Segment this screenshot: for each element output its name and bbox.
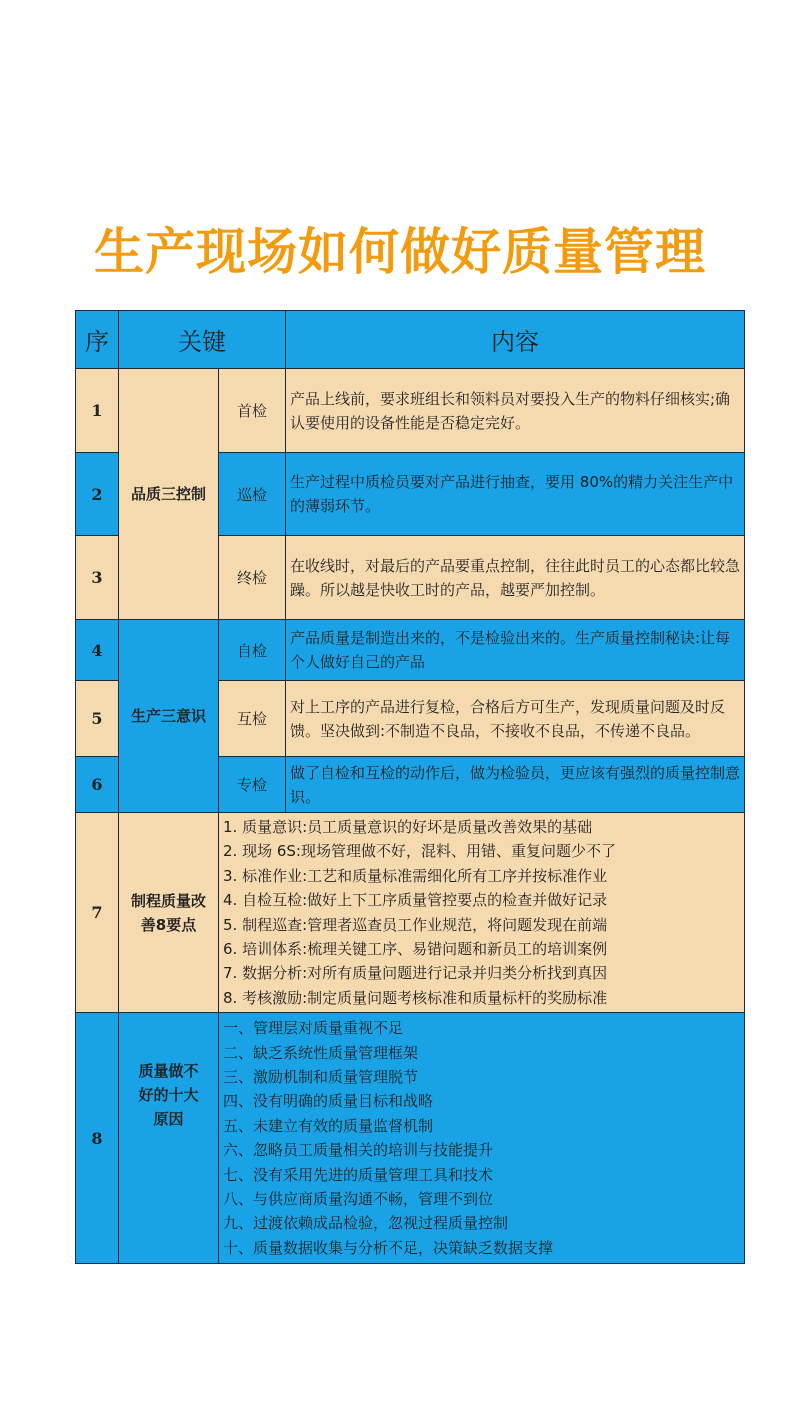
row-key: 终检: [219, 536, 286, 620]
row-seq: 5: [76, 681, 119, 757]
header-content: 内容: [286, 311, 745, 369]
list-item: 4. 自检互检:做好上下工序质量管控要点的检查并做好记录: [223, 891, 608, 910]
row-seq: 4: [76, 620, 119, 681]
list-item: 八、与供应商质量沟通不畅，管理不到位: [223, 1190, 494, 1209]
table-header: [76, 311, 745, 369]
row-content-list: [219, 813, 745, 1013]
list-item: 九、过渡依赖成品检验，忽视过程质量控制: [223, 1214, 509, 1233]
list-item: 2. 现场 6S:现场管理做不好，混料、用错、重复问题少不了: [223, 842, 616, 861]
row-seq: 3: [76, 536, 119, 620]
list-item: 七、没有采用先进的质量管理工具和技术: [223, 1165, 494, 1184]
list-item: 二、缺乏系统性质量管理框架: [223, 1043, 419, 1062]
row-seq: 8: [76, 1013, 119, 1264]
list-item: 一、管理层对质量重视不足: [223, 1019, 404, 1038]
header-key: 关键: [119, 311, 286, 369]
row-key: 自检: [219, 620, 286, 681]
row-group: 品质三控制: [119, 369, 219, 620]
row-seq: 6: [76, 757, 119, 813]
table-row: [76, 620, 745, 681]
list-item: 六、忽略员工质量相关的培训与技能提升: [223, 1141, 494, 1160]
header-seq: 序: [76, 311, 119, 369]
page-title: 生产现场如何做好质量管理: [94, 223, 706, 281]
list-item: 四、没有明确的质量目标和战略: [223, 1092, 434, 1111]
row-group: 质量做不好的十大原因: [119, 1013, 219, 1264]
row-key: 巡检: [219, 453, 286, 536]
row-content: 产品质量是制造出来的，不是检验出来的。生产质量控制秘诀:让每个人做好自己的产品: [286, 620, 745, 681]
row-key: 专检: [219, 757, 286, 813]
list-item: 十、质量数据收集与分析不足，决策缺乏数据支撑: [223, 1238, 554, 1257]
row-content: 对上工序的产品进行复检，合格后方可生产，发现质量问题及时反馈。坚决做到:不制造不良品，不接收不良品，不传递不良品。: [286, 681, 745, 757]
row-seq: 1: [76, 369, 119, 453]
table-row: [76, 813, 745, 1013]
list-item: 7. 数据分析:对所有质量问题进行记录并归类分析找到真因: [223, 964, 608, 983]
row-group: 生产三意识: [119, 620, 219, 813]
row-content: 产品上线前，要求班组长和领料员对要投入生产的物料仔细核实;确认要使用的设备性能是否稳定完好。: [286, 369, 745, 453]
list-item: 1. 质量意识:员工质量意识的好坏是质量改善效果的基础: [223, 818, 593, 836]
row-seq: 7: [76, 813, 119, 1013]
row-content-list: [219, 1013, 745, 1264]
row-content: 生产过程中质检员要对产品进行抽查，要用 80%的精力关注生产中的薄弱环节。: [286, 453, 745, 536]
table-row: [76, 369, 745, 453]
list-item: 三、激励机制和质量管理脱节: [223, 1068, 419, 1087]
row-group: 制程质量改善8要点: [119, 813, 219, 1013]
list-item: 8. 考核激励:制定质量问题考核标准和质量标杆的奖励标准: [223, 988, 608, 1007]
row-key: 互检: [219, 681, 286, 757]
row-content: 做了自检和互检的动作后，做为检验员，更应该有强烈的质量控制意识。: [286, 757, 745, 813]
list-item: 3. 标准作业:工艺和质量标准需细化所有工序并按标准作业: [223, 866, 608, 885]
row-content: 在收线时，对最后的产品要重点控制，往往此时员工的心态都比较急躁。所以越是快收工时的产品，越要严加控制。: [286, 536, 745, 620]
list-item: 五、未建立有效的质量监督机制: [223, 1116, 434, 1135]
quality-management-table: [75, 310, 745, 1264]
table-row: [76, 1013, 745, 1264]
list-item: 6. 培训体系:梳理关键工序、易错问题和新员工的培训案例: [223, 940, 608, 959]
list-item: 5. 制程巡查:管理者巡查员工作业规范，将问题发现在前端: [223, 915, 608, 934]
row-key: 首检: [219, 369, 286, 453]
row-seq: 2: [76, 453, 119, 536]
